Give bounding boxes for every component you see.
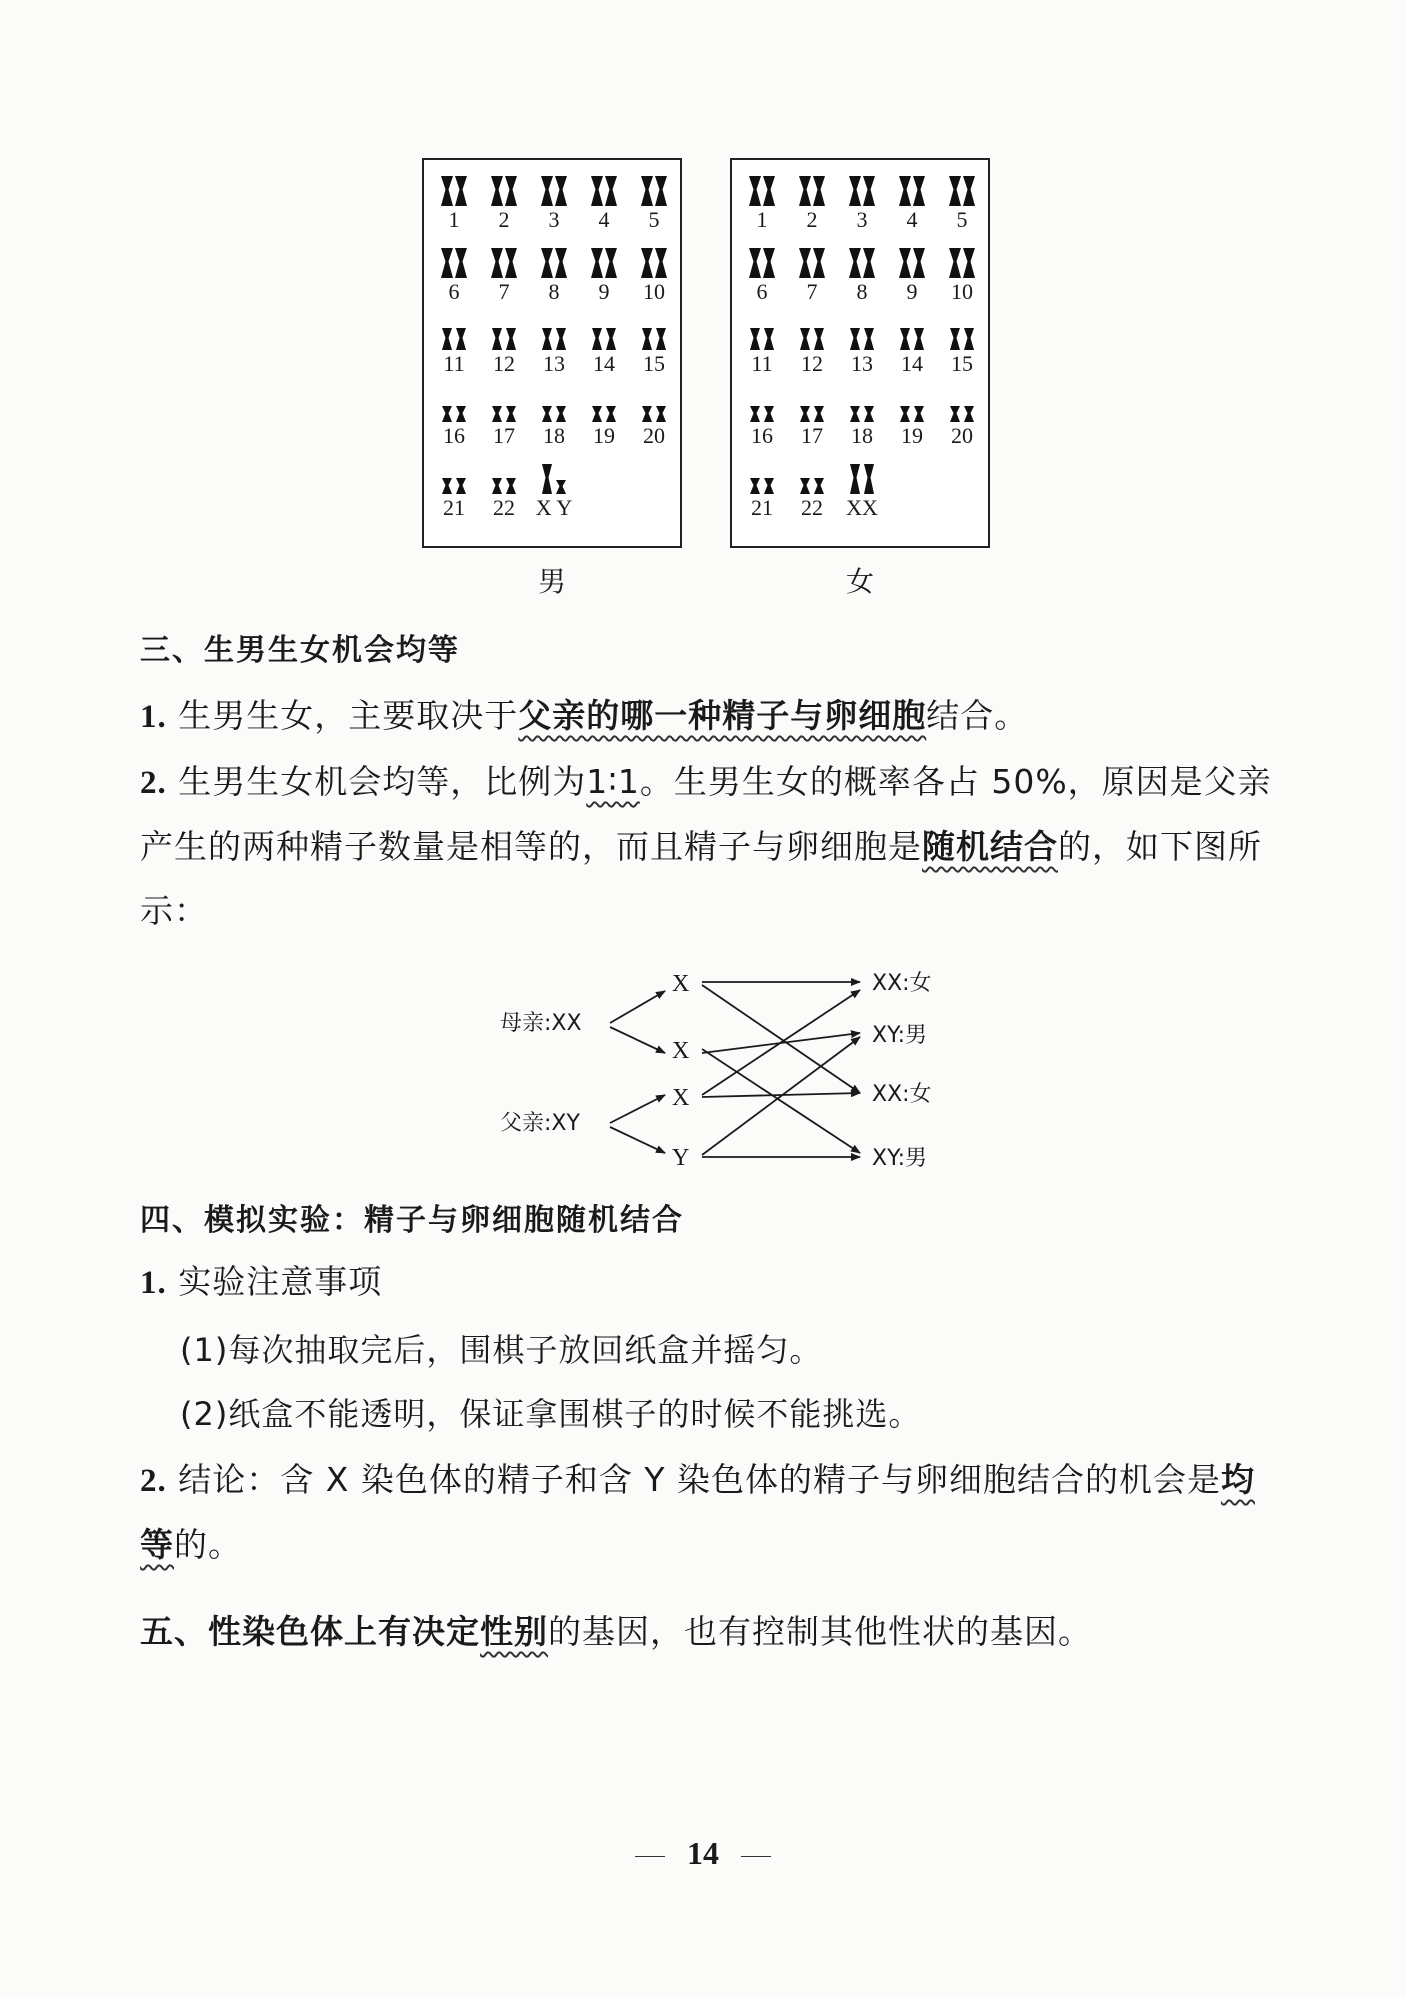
chromosome-number: 13 — [851, 351, 873, 376]
chromosome-shape — [442, 478, 452, 494]
chromosome-icon — [584, 318, 624, 350]
chromosome-pair — [787, 390, 837, 448]
chromosome-shape — [542, 328, 552, 350]
chromosome-icon — [742, 462, 782, 494]
chromosome-icon — [534, 390, 574, 422]
chromosome-icon — [892, 318, 932, 350]
gamete-label: X — [672, 971, 690, 997]
chromosome-shape — [764, 328, 774, 350]
chromosome-shape — [492, 478, 502, 494]
chromosome-icon — [634, 318, 674, 350]
chromosome-shape — [591, 248, 603, 278]
gamete-label: Y — [672, 1145, 690, 1171]
item-number: 2. — [140, 765, 167, 801]
chromosome-number: 4 — [906, 207, 918, 232]
chromosome-shape — [492, 328, 502, 350]
chromosome-shape — [555, 176, 567, 206]
chromosome-number: 12 — [493, 351, 515, 376]
chromosome-number: 12 — [801, 351, 823, 376]
chromosome-icon — [942, 246, 982, 278]
chromosome-pair — [429, 246, 479, 304]
item-text: 的，如下图所示： — [140, 827, 1262, 930]
chromosome-number: 7 — [498, 279, 510, 304]
chromosome-pair — [887, 390, 937, 448]
ratio-term: 1∶1 — [586, 762, 640, 801]
chromosome-icon — [792, 246, 832, 278]
chromosome-icon — [534, 462, 574, 494]
chromosome-number: 9 — [598, 279, 610, 304]
page-number-footer — [0, 1835, 1406, 1872]
chromosome-number: 15 — [643, 351, 665, 376]
chromosome-icon — [742, 246, 782, 278]
chromosome-number: 8 — [548, 279, 560, 304]
chromosome-shape — [963, 176, 975, 206]
chromosome-shape — [913, 248, 925, 278]
chromosome-pair — [787, 318, 837, 376]
chromosome-shape — [592, 406, 602, 422]
chromosome-pair — [429, 462, 479, 520]
chromosome-number: 2 — [806, 207, 818, 232]
chromosome-shape — [506, 478, 516, 494]
section5-heading: 五、性染色体上有决定 — [140, 1612, 480, 1651]
chromosome-shape — [556, 480, 566, 494]
chromosome-number: X Y — [535, 495, 573, 520]
father-genotype: 父亲:XY — [500, 1111, 580, 1136]
chromosome-shape — [456, 328, 466, 350]
chromosome-icon — [484, 246, 524, 278]
chromosome-pair — [479, 462, 529, 520]
caption-male: 男 — [537, 565, 566, 598]
chromosome-icon — [792, 462, 832, 494]
chromosome-number: 17 — [493, 423, 515, 448]
section3-item1 — [140, 684, 1280, 749]
chromosome-shape — [556, 406, 566, 422]
chromosome-shape — [541, 176, 553, 206]
chromosome-number: 9 — [906, 279, 918, 304]
chromosome-number: 11 — [751, 351, 773, 376]
chromosome-pair — [937, 390, 987, 448]
chromosome-shape — [750, 478, 760, 494]
chromosome-shape — [441, 248, 453, 278]
section4-heading: 四、模拟实验：精子与卵细胞随机结合 — [140, 1203, 684, 1238]
section3-heading: 三、生男生女机会均等 — [140, 633, 460, 668]
chromosome-pair — [737, 174, 787, 232]
chromosome-icon — [634, 246, 674, 278]
chromosome-number: 14 — [593, 351, 615, 376]
chromosome-pair — [629, 174, 679, 232]
chromosome-shape — [864, 328, 874, 350]
chromosome-icon — [742, 390, 782, 422]
item-number: 2. — [140, 1463, 167, 1499]
chromosome-pair — [579, 174, 629, 232]
chromosome-pair — [737, 318, 787, 376]
chromosome-icon — [534, 246, 574, 278]
chromosome-pair — [629, 390, 679, 448]
chromosome-shape — [850, 406, 860, 422]
chromosome-number: 22 — [493, 495, 515, 520]
chromosome-icon — [434, 246, 474, 278]
item-number: 1. — [140, 699, 167, 735]
arrow — [702, 990, 860, 1095]
chromosome-pair — [479, 246, 529, 304]
offspring-label: XY:男 — [872, 1023, 928, 1048]
chromosome-shape — [555, 248, 567, 278]
section4-item1 — [140, 1250, 1280, 1315]
chromosome-icon — [942, 318, 982, 350]
chromosome-shape — [949, 176, 961, 206]
chromosome-icon — [534, 318, 574, 350]
key-term: 均等 — [140, 1460, 1255, 1564]
chromosome-shape — [900, 328, 910, 350]
chromosome-shape — [456, 406, 466, 422]
chromosome-number: 10 — [951, 279, 973, 304]
chromosome-shape — [899, 248, 911, 278]
chromosome-shape — [556, 328, 566, 350]
chromosome-number: 5 — [648, 207, 660, 232]
chromosome-shape — [606, 328, 616, 350]
chromosome-number: 20 — [643, 423, 665, 448]
chromosome-icon — [942, 390, 982, 422]
offspring-label: XY:男 — [872, 1146, 928, 1171]
chromosome-shape — [863, 248, 875, 278]
chromosome-shape — [899, 176, 911, 206]
chromosome-pair — [629, 246, 679, 304]
chromosome-shape — [764, 478, 774, 494]
chromosome-shape — [850, 328, 860, 350]
chromosome-shape — [763, 176, 775, 206]
chromosome-icon — [484, 462, 524, 494]
chromosome-pair — [887, 246, 937, 304]
chromosome-pair — [787, 174, 837, 232]
chromosome-pair — [937, 174, 987, 232]
chromosome-number: 16 — [751, 423, 773, 448]
chromosome-shape — [913, 176, 925, 206]
chromosome-shape — [505, 176, 517, 206]
chromosome-shape — [963, 248, 975, 278]
chromosome-pair — [479, 390, 529, 448]
chromosome-shape — [542, 464, 552, 494]
chromosome-shape — [864, 464, 874, 494]
chromosome-shape — [591, 176, 603, 206]
chromosome-number: 18 — [543, 423, 565, 448]
chromosome-pair — [787, 246, 837, 304]
chromosome-pair — [529, 462, 579, 520]
chromosome-pair — [837, 174, 887, 232]
chromosome-number: 1 — [448, 207, 460, 232]
chromosome-number: 20 — [951, 423, 973, 448]
chromosome-icon — [792, 390, 832, 422]
chromosome-icon — [842, 246, 882, 278]
chromosome-pair — [429, 174, 479, 232]
key-term: 父亲的哪一种精子与卵细胞 — [518, 696, 927, 735]
chromosome-shape — [814, 478, 824, 494]
chromosome-number: 10 — [643, 279, 665, 304]
chromosome-shape — [964, 328, 974, 350]
chromosome-pair — [837, 390, 887, 448]
chromosome-icon — [484, 318, 524, 350]
chromosome-shape — [642, 328, 652, 350]
chromosome-icon — [842, 390, 882, 422]
chromosome-pair — [579, 246, 629, 304]
chromosome-shape — [491, 248, 503, 278]
chromosome-shape — [491, 176, 503, 206]
chromosome-shape — [849, 176, 861, 206]
chromosome-shape — [949, 248, 961, 278]
chromosome-shape — [456, 478, 466, 494]
karyotype-male-panel — [422, 158, 682, 548]
chromosome-icon — [842, 318, 882, 350]
chromosome-pair — [629, 318, 679, 376]
chromosome-number: 18 — [851, 423, 873, 448]
chromosome-icon — [634, 390, 674, 422]
chromosome-number: 1 — [756, 207, 768, 232]
chromosome-pair — [887, 174, 937, 232]
chromosome-shape — [605, 176, 617, 206]
chromosome-shape — [656, 328, 666, 350]
chromosome-shape — [849, 248, 861, 278]
chromosome-icon — [792, 318, 832, 350]
chromosome-shape — [455, 176, 467, 206]
chromosome-shape — [950, 406, 960, 422]
chromosome-shape — [900, 406, 910, 422]
chromosome-pair — [529, 390, 579, 448]
dash-left — [635, 1856, 665, 1857]
chromosome-shape — [541, 248, 553, 278]
chromosome-shape — [455, 248, 467, 278]
chromosome-number: 21 — [751, 495, 773, 520]
chromosome-shape — [749, 176, 761, 206]
chromosome-number: 13 — [543, 351, 565, 376]
chromosome-pair — [937, 246, 987, 304]
chromosome-icon — [484, 390, 524, 422]
chromosome-shape — [641, 248, 653, 278]
chromosome-shape — [800, 478, 810, 494]
chromosome-pair — [737, 390, 787, 448]
chromosome-number: 21 — [443, 495, 465, 520]
chromosome-pair — [429, 390, 479, 448]
chromosome-icon — [534, 174, 574, 206]
chromosome-shape — [642, 406, 652, 422]
chromosome-icon — [842, 462, 882, 494]
arrow — [610, 1027, 665, 1053]
chromosome-shape — [506, 328, 516, 350]
cross-diagram — [480, 965, 1000, 1175]
chromosome-icon — [434, 390, 474, 422]
section4-sub2: (2)纸盒不能透明，保证拿围棋子的时候不能挑选。 — [180, 1395, 922, 1433]
section5-line — [140, 1600, 1280, 1664]
chromosome-shape — [605, 248, 617, 278]
chromosome-shape — [505, 248, 517, 278]
section3-item2 — [140, 750, 1280, 943]
chromosome-shape — [814, 328, 824, 350]
offspring-label: XX:女 — [872, 1082, 932, 1107]
chromosome-icon — [434, 174, 474, 206]
chromosome-icon — [792, 174, 832, 206]
chromosome-number: 14 — [901, 351, 923, 376]
item-text: 实验注意事项 — [166, 1262, 383, 1301]
arrow — [610, 1095, 665, 1123]
chromosome-shape — [606, 406, 616, 422]
chromosome-shape — [442, 406, 452, 422]
chromosome-pair — [579, 318, 629, 376]
karyotype-female-panel — [730, 158, 990, 548]
chromosome-pair — [529, 174, 579, 232]
chromosome-icon — [892, 174, 932, 206]
chromosome-shape — [950, 328, 960, 350]
chromosome-shape — [850, 464, 860, 494]
chromosome-number: 22 — [801, 495, 823, 520]
chromosome-shape — [641, 176, 653, 206]
chromosome-number: 15 — [951, 351, 973, 376]
chromosome-shape — [813, 248, 825, 278]
gamete-label: X — [672, 1038, 690, 1064]
chromosome-shape — [441, 176, 453, 206]
dash-right — [741, 1856, 771, 1857]
chromosome-shape — [864, 406, 874, 422]
chromosome-shape — [655, 248, 667, 278]
chromosome-shape — [655, 176, 667, 206]
chromosome-number: 19 — [901, 423, 923, 448]
key-term: 性别 — [480, 1612, 548, 1651]
chromosome-pair — [479, 174, 529, 232]
chromosome-shape — [506, 406, 516, 422]
chromosome-number: 16 — [443, 423, 465, 448]
chromosome-icon — [742, 318, 782, 350]
chromosome-shape — [749, 248, 761, 278]
chromosome-number: 5 — [956, 207, 968, 232]
item-text: 的。 — [174, 1525, 242, 1564]
chromosome-number: 7 — [806, 279, 818, 304]
chromosome-number: 4 — [598, 207, 610, 232]
chromosome-number: 2 — [498, 207, 510, 232]
chromosome-pair — [837, 318, 887, 376]
chromosome-shape — [750, 406, 760, 422]
chromosome-shape — [863, 176, 875, 206]
chromosome-shape — [800, 406, 810, 422]
chromosome-shape — [542, 406, 552, 422]
chromosome-pair — [937, 318, 987, 376]
chromosome-shape — [800, 328, 810, 350]
chromosome-pair — [479, 318, 529, 376]
chromosome-shape — [799, 248, 811, 278]
offspring-label: XX:女 — [872, 971, 932, 996]
chromosome-icon — [842, 174, 882, 206]
arrow — [702, 985, 860, 1093]
chromosome-shape — [492, 406, 502, 422]
chromosome-pair — [887, 318, 937, 376]
chromosome-pair — [737, 462, 787, 520]
mother-genotype: 母亲:XX — [500, 1011, 582, 1036]
chromosome-shape — [592, 328, 602, 350]
chromosome-icon — [584, 246, 624, 278]
chromosome-icon — [942, 174, 982, 206]
chromosome-pair — [529, 318, 579, 376]
chromosome-icon — [892, 246, 932, 278]
page-number: 14 — [687, 1835, 719, 1871]
chromosome-shape — [656, 406, 666, 422]
chromosome-pair — [529, 246, 579, 304]
key-term: 随机结合 — [922, 827, 1058, 866]
caption-female: 女 — [845, 565, 874, 598]
chromosome-shape — [964, 406, 974, 422]
chromosome-pair — [429, 318, 479, 376]
chromosome-number: XX — [846, 495, 878, 520]
item-text: 生男生女机会均等，比例为 — [166, 762, 587, 801]
section4-sub1: (1)每次抽取完后，围棋子放回纸盒并摇匀。 — [180, 1331, 823, 1369]
chromosome-pair — [787, 462, 837, 520]
chromosome-number: 6 — [448, 279, 460, 304]
item-text: 结论：含 X 染色体的精子和含 Y 染色体的精子与卵细胞结合的机会是 — [166, 1460, 1221, 1499]
chromosome-number: 8 — [856, 279, 868, 304]
chromosome-number: 3 — [856, 207, 868, 232]
chromosome-icon — [434, 318, 474, 350]
chromosome-icon — [484, 174, 524, 206]
chromosome-number: 17 — [801, 423, 823, 448]
chromosome-shape — [914, 406, 924, 422]
chromosome-icon — [584, 390, 624, 422]
chromosome-pair — [837, 246, 887, 304]
chromosome-number: 6 — [756, 279, 768, 304]
chromosome-shape — [764, 406, 774, 422]
chromosome-shape — [442, 328, 452, 350]
chromosome-shape — [914, 328, 924, 350]
chromosome-icon — [584, 174, 624, 206]
gamete-label: X — [672, 1085, 690, 1111]
item-text: 。生男生女的概率各占 50%，原因是父亲产生的两种精子数量是相等的，而且精子与卵细胞是 — [140, 762, 1272, 866]
chromosome-shape — [814, 406, 824, 422]
arrow — [610, 1127, 665, 1153]
item-number: 1. — [140, 1265, 167, 1301]
item-text: 的基因，也有控制其他性状的基因。 — [548, 1612, 1092, 1651]
chromosome-icon — [434, 462, 474, 494]
chromosome-shape — [813, 176, 825, 206]
item-text: 生男生女，主要取决于 — [166, 696, 519, 735]
chromosome-pair — [579, 390, 629, 448]
item-text: 结合。 — [926, 696, 1029, 735]
chromosome-number: 11 — [443, 351, 465, 376]
arrow — [610, 991, 665, 1023]
section4-item2 — [140, 1448, 1280, 1577]
chromosome-shape — [799, 176, 811, 206]
chromosome-pair — [837, 462, 887, 520]
chromosome-icon — [892, 390, 932, 422]
chromosome-icon — [742, 174, 782, 206]
chromosome-shape — [750, 328, 760, 350]
chromosome-number: 19 — [593, 423, 615, 448]
chromosome-shape — [763, 248, 775, 278]
chromosome-pair — [737, 246, 787, 304]
chromosome-icon — [634, 174, 674, 206]
chromosome-number: 3 — [548, 207, 560, 232]
